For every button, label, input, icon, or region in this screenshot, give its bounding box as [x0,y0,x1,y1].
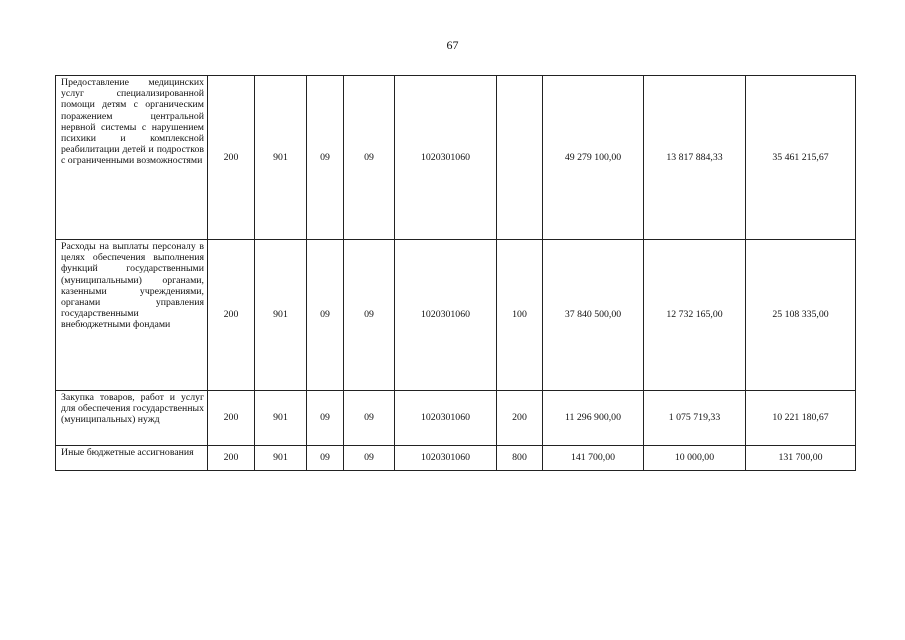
code-cell: 09 [307,446,344,471]
budget-table [55,75,856,471]
code-cell: 901 [255,391,307,446]
table-row [56,76,856,240]
amount-cell: 13 817 884,33 [644,76,746,240]
page-number: 67 [446,38,459,52]
code-cell: 09 [307,76,344,240]
target-code-cell: 1020301060 [395,391,497,446]
target-code-cell: 1020301060 [395,76,497,240]
code-cell: 09 [344,240,395,391]
code-cell: 901 [255,240,307,391]
expense-type-cell: 200 [497,391,543,446]
target-code-cell: 1020301060 [395,446,497,471]
table-row [56,391,856,446]
code-cell: 200 [208,391,255,446]
code-cell: 901 [255,446,307,471]
amount-cell: 49 279 100,00 [543,76,644,240]
amount-cell: 35 461 215,67 [746,76,856,240]
amount-cell: 10 221 180,67 [746,391,856,446]
expense-type-cell: 100 [497,240,543,391]
expense-type-cell: 800 [497,446,543,471]
table-row [56,240,856,391]
code-cell: 200 [208,76,255,240]
amount-cell: 12 732 165,00 [644,240,746,391]
code-cell: 200 [208,240,255,391]
row-description: Закупка товаров, работ и услуг для обеспечения государственных (муниципальных) нужд [56,391,208,446]
target-code-cell: 1020301060 [395,240,497,391]
amount-cell: 11 296 900,00 [543,391,644,446]
code-cell: 09 [344,446,395,471]
amount-cell: 131 700,00 [746,446,856,471]
table-row [56,446,856,471]
row-description: Предоставление медицинских услуг специализированной помощи детям с органическим поражением центральной нервной системы с нарушением психики и комплексной реабилитации детей и подростков с ограниченными возможностями [56,76,208,240]
code-cell: 09 [344,76,395,240]
amount-cell: 1 075 719,33 [644,391,746,446]
code-cell: 09 [307,240,344,391]
code-cell: 09 [307,391,344,446]
amount-cell: 25 108 335,00 [746,240,856,391]
row-description: Иные бюджетные ассигнования [56,446,208,471]
amount-cell: 141 700,00 [543,446,644,471]
code-cell: 09 [344,391,395,446]
amount-cell: 37 840 500,00 [543,240,644,391]
row-description: Расходы на выплаты персоналу в целях обеспечения выполнения функций государственными (муниципальными) органами, казенными учреждениями, органами управления государственными внебюджетными фондами [56,240,208,391]
amount-cell: 10 000,00 [644,446,746,471]
code-cell: 901 [255,76,307,240]
expense-type-cell [497,76,543,240]
code-cell: 200 [208,446,255,471]
